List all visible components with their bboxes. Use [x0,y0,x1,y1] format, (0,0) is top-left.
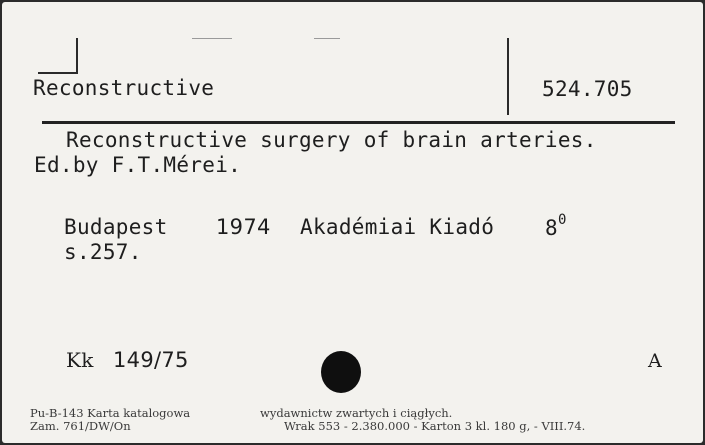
catalog-card [2,2,703,443]
heading-rule [42,121,675,124]
imprint-year: 1974 [216,215,271,239]
imprint-format [545,212,567,240]
editor-line: Ed.by F.T.Mérei. [34,153,242,177]
faint-mark [314,38,340,39]
footer-form-code: Pu-B-143 Karta katalogowa [30,406,191,420]
format-value: 8 [545,216,558,240]
shelf-mark-number: 149/75 [113,348,189,372]
heading-separator [507,38,509,115]
format-superscript: 0 [557,212,567,228]
corner-mark-horizontal [38,72,78,74]
punch-hole [321,351,361,393]
pagination: s.257. [64,240,142,264]
shelf-mark-prefix: Kk [66,348,94,372]
call-number: 524.705 [542,77,633,101]
title-line: Reconstructive surgery of brain arteries. [66,128,597,152]
section-letter: A [648,350,663,372]
corner-mark-vertical [76,38,78,74]
footer-print-details: Wrak 553 - 2.380.000 - Karton 3 kl. 180 g, - VIII.74. [284,419,586,433]
imprint-place: Budapest [64,215,168,239]
footer-order: Zam. 761/DW/On [30,419,131,433]
faint-mark [192,38,232,39]
imprint-publisher: Akadémiai Kiadó [300,215,495,239]
subject-heading: Reconstructive [33,76,215,100]
footer-publisher-note: wydawnictw zwartych i ciągłych. [260,406,453,420]
